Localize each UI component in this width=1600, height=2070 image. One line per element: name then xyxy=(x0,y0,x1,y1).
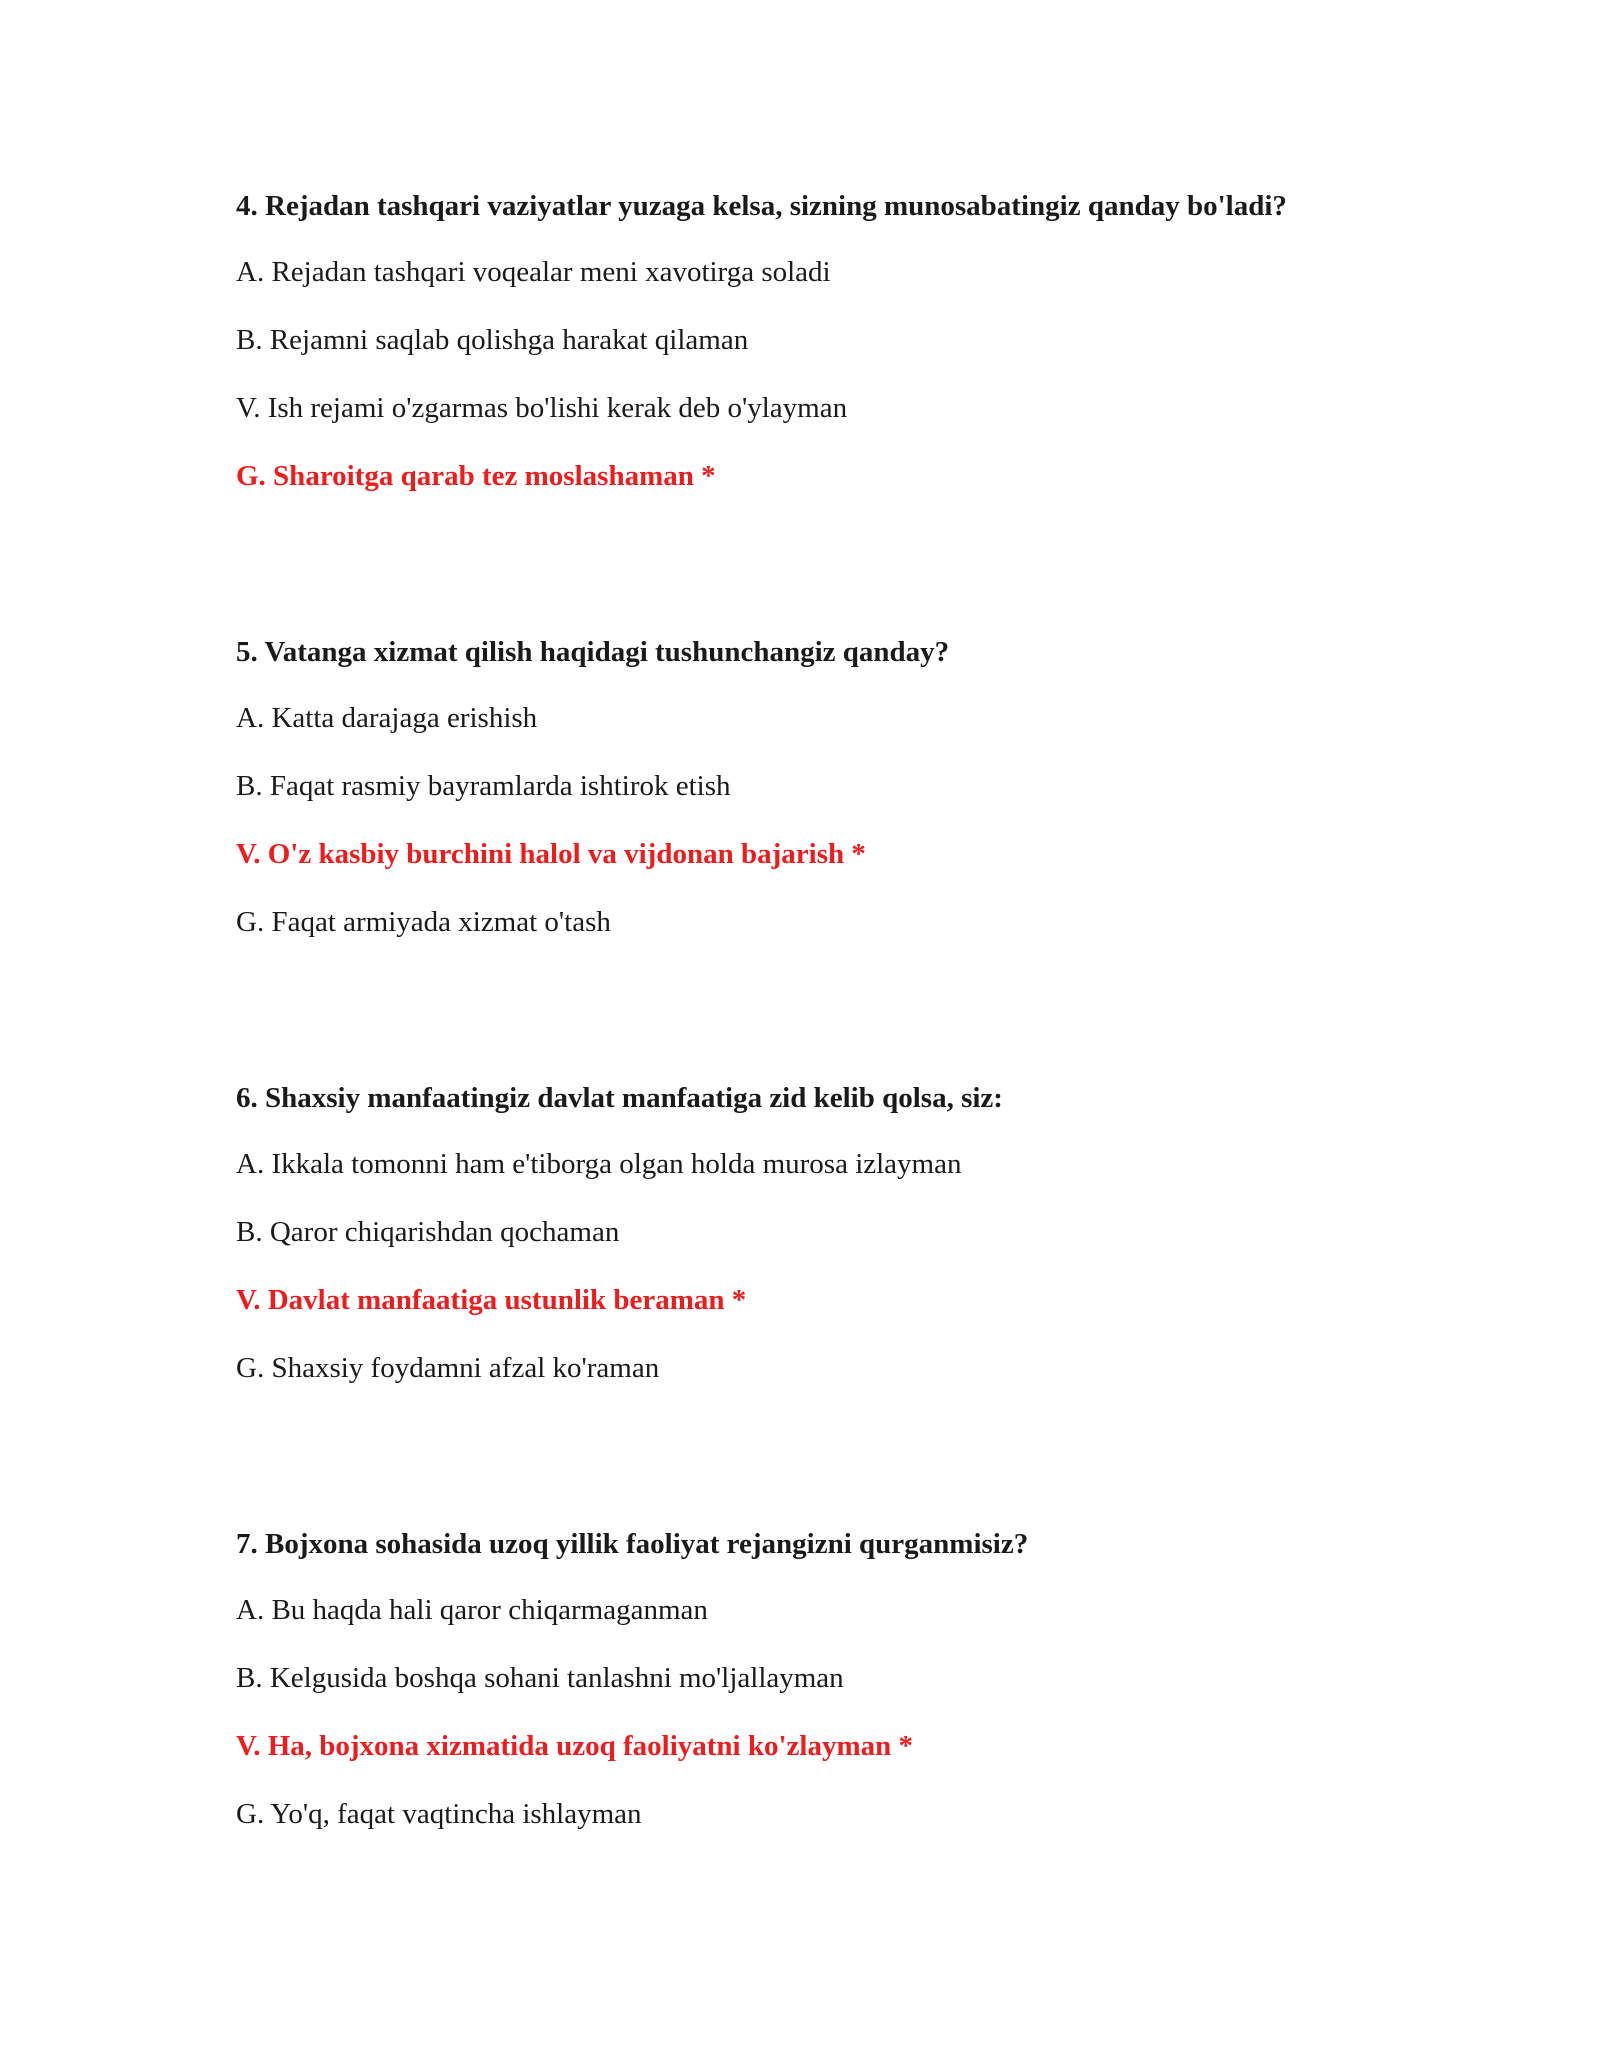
answer-option-v: V. Ish rejami o'zgarmas bo'lishi kerak deb o'ylayman xyxy=(236,392,848,424)
answer-option-b: B. Qaror chiqarishdan qochaman xyxy=(236,1216,620,1248)
answer-option-a: A. Ikkala tomonni ham e'tiborga olgan holda murosa izlayman xyxy=(236,1148,962,1180)
correct-answer-option-g: G. Sharoitga qarab tez moslashaman * xyxy=(236,460,716,492)
question-4 xyxy=(236,186,1316,496)
answer-option-g: G. Yo'q, faqat vaqtincha ishlayman xyxy=(236,1798,642,1830)
question-title: 5. Vatanga xizmat qilish haqidagi tushunchangiz qanday? xyxy=(236,636,950,668)
answer-option-b: B. Faqat rasmiy bayramlarda ishtirok etish xyxy=(236,770,731,802)
answer-option-b: B. Kelgusida boshqa sohani tanlashni mo'ljallayman xyxy=(236,1662,844,1694)
correct-answer-option-v: V. O'z kasbiy burchini halol va vijdonan bajarish * xyxy=(236,838,866,870)
answer-option-a: A. Bu haqda hali qaror chiqarmaganman xyxy=(236,1594,708,1626)
question-5 xyxy=(236,632,1316,942)
question-title: 6. Shaxsiy manfaatingiz davlat manfaatiga zid kelib qolsa, siz: xyxy=(236,1082,1003,1114)
answer-option-a: A. Katta darajaga erishish xyxy=(236,702,538,734)
correct-answer-option-v: V. Davlat manfaatiga ustunlik beraman * xyxy=(236,1284,747,1316)
question-title: 7. Bojxona sohasida uzoq yillik faoliyat rejangizni qurganmisiz? xyxy=(236,1528,1029,1560)
answer-option-b: B. Rejamni saqlab qolishga harakat qilaman xyxy=(236,324,749,356)
question-title: 4. Rejadan tashqari vaziyatlar yuzaga kelsa, sizning munosabatingiz qanday bo'ladi? xyxy=(236,190,1287,222)
correct-answer-option-v: V. Ha, bojxona xizmatida uzoq faoliyatni ko'zlayman * xyxy=(236,1730,913,1762)
answer-option-a: A. Rejadan tashqari voqealar meni xavotirga soladi xyxy=(236,256,831,288)
answer-option-g: G. Shaxsiy foydamni afzal ko'raman xyxy=(236,1352,660,1384)
question-6 xyxy=(236,1078,1316,1388)
document-page xyxy=(236,186,1316,1834)
question-7 xyxy=(236,1524,1316,1834)
answer-option-g: G. Faqat armiyada xizmat o'tash xyxy=(236,906,611,938)
